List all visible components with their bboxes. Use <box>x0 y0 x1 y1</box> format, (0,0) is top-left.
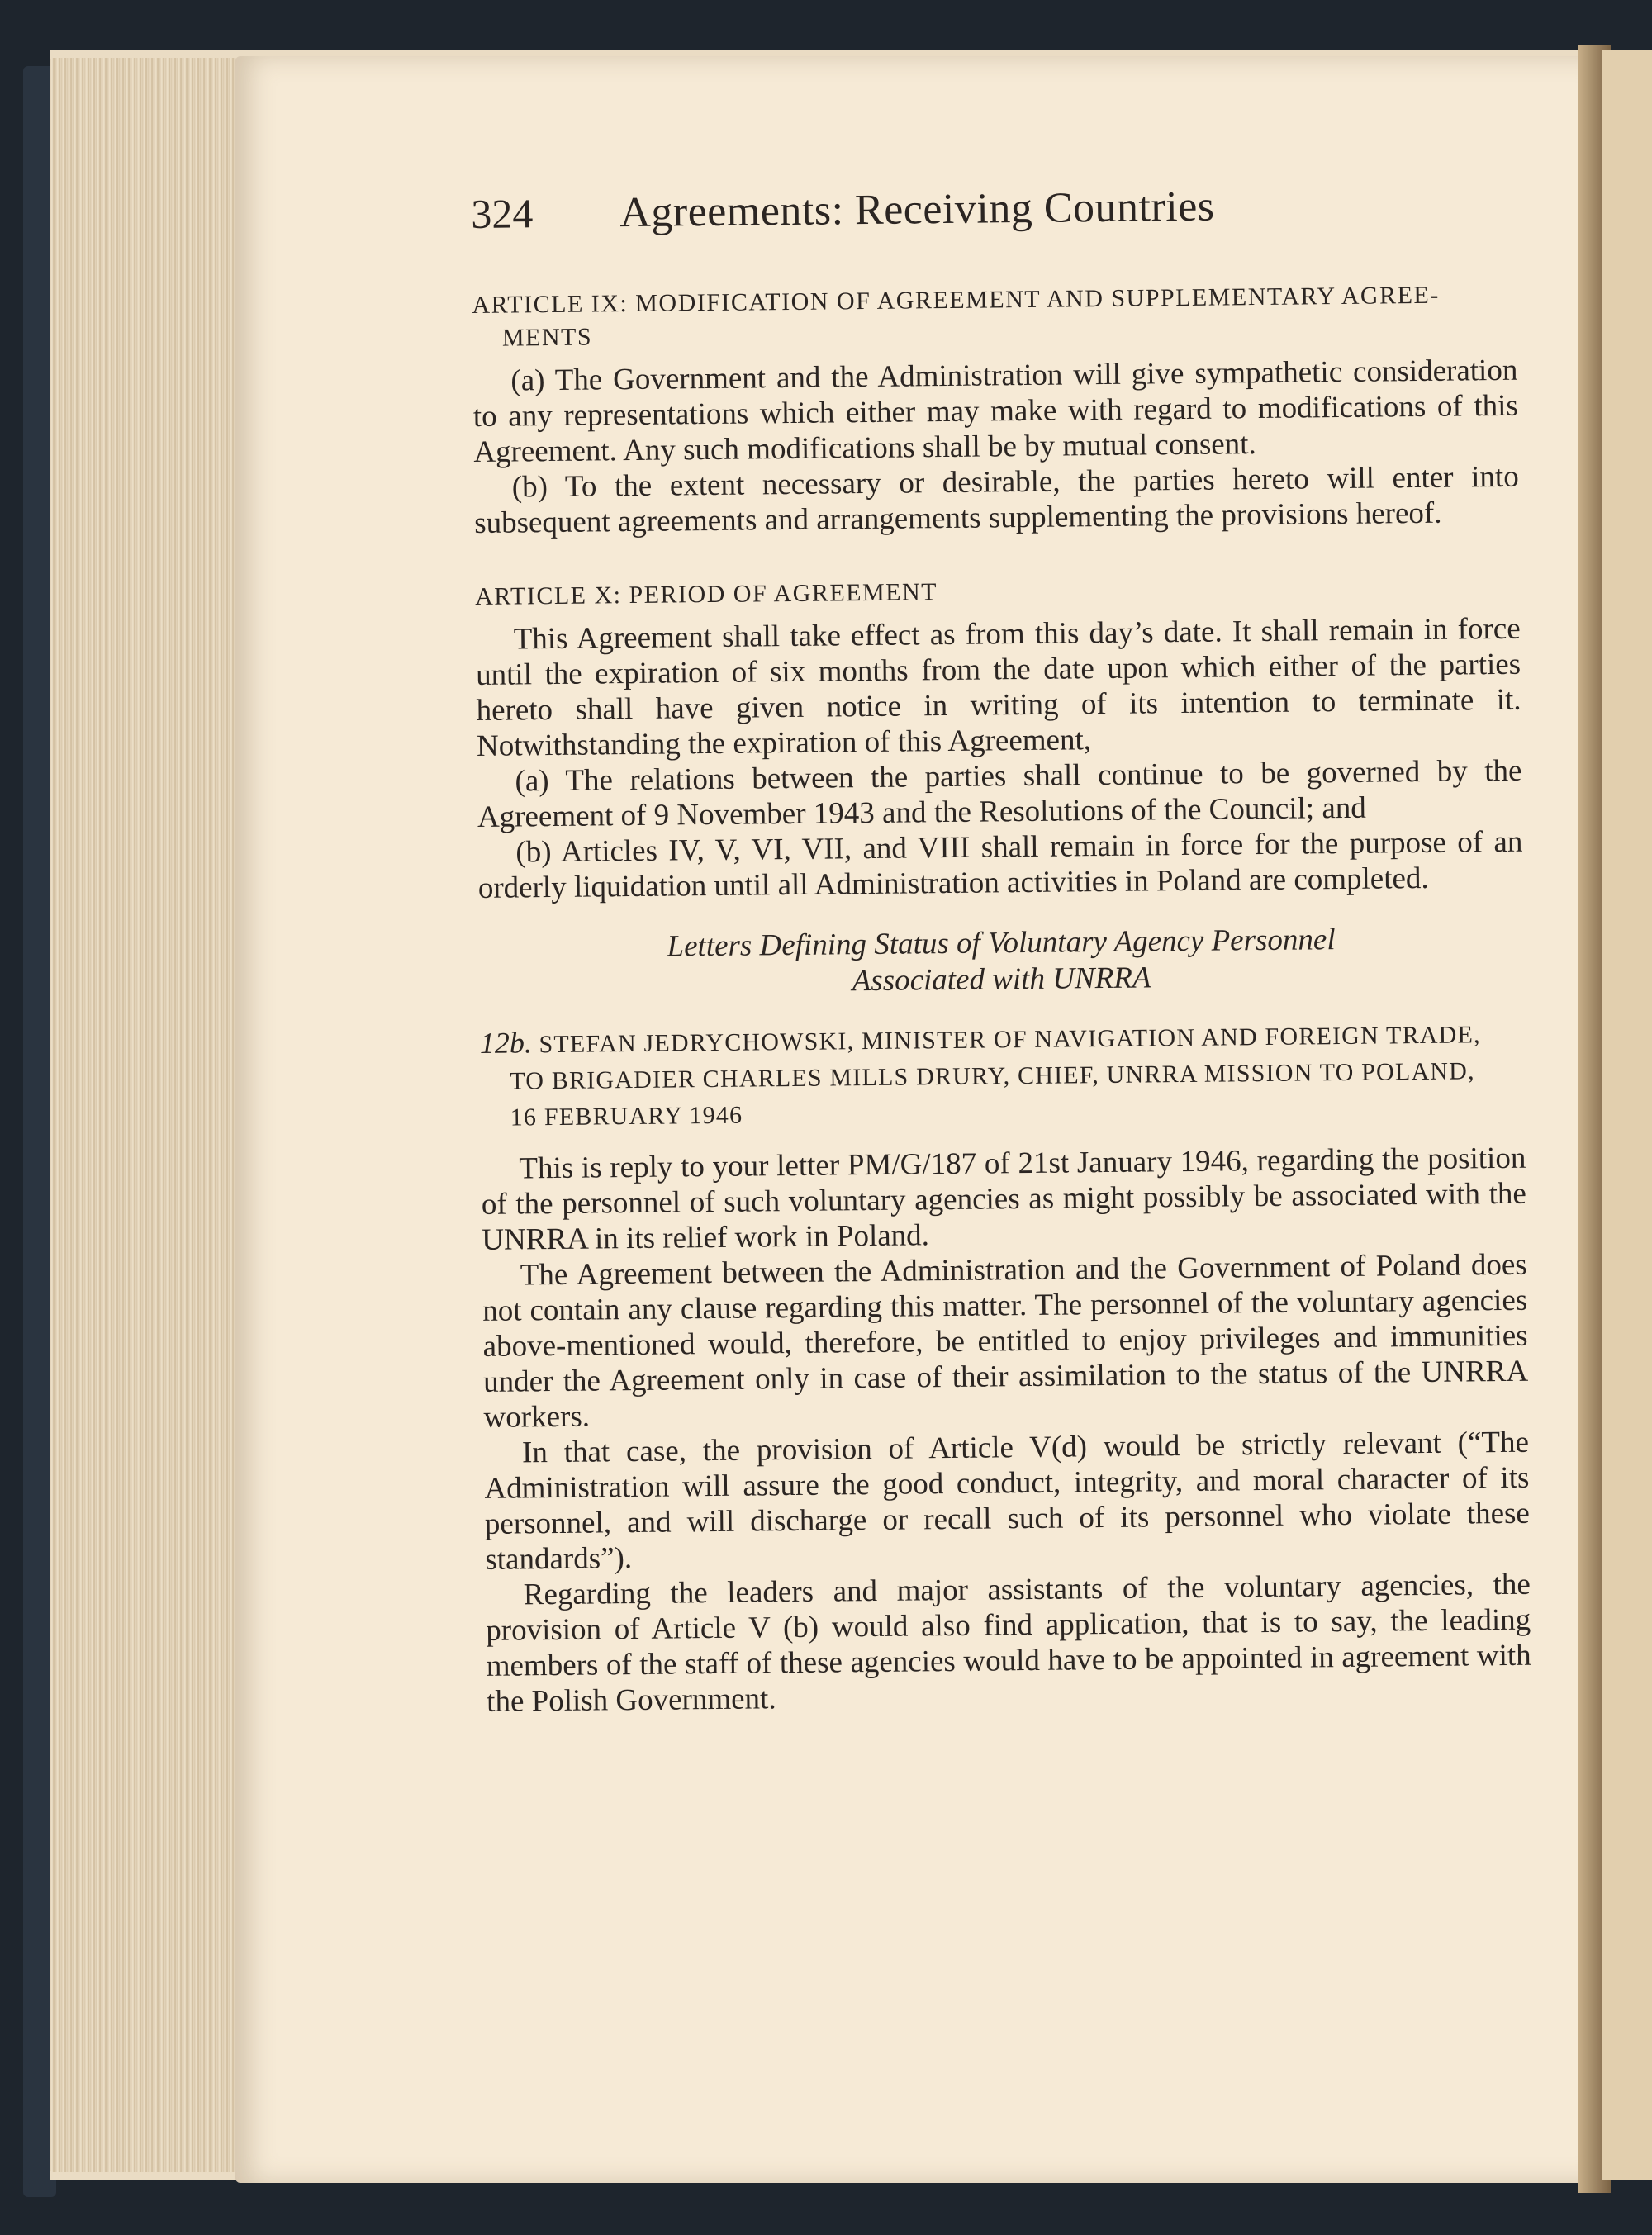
document-12b-heading-line2: TO BRIGADIER CHARLES MILLS DRURY, CHIEF, UNRRA MISSION TO POLAND, <box>510 1057 1475 1095</box>
document-12b-heading-line3: 16 FEBRUARY 1946 <box>510 1101 743 1132</box>
document-12b-para4: Regarding the leaders and major assistants of the voluntary agencies, the provision of Article V (b) would also find application, that is to say, the leading members of the staff of these agencies would have to be appointed in agreement with the Polish Government. <box>486 1567 1531 1719</box>
letters-title-line2: Associated with UNRRA <box>852 961 1151 999</box>
running-title: Agreements: Receiving Countries <box>620 183 1215 237</box>
letters-title-line1: Letters Defining Status of Voluntary Agency Personnel <box>667 923 1336 964</box>
page-number: 324 <box>471 190 534 237</box>
article-ix-heading <box>472 278 1517 355</box>
running-head <box>471 179 1517 256</box>
article-x-intro: This Agreement shall take effect as from this day’s date. It shall remain in force until the expiration of six months from the date upon which either of the parties hereto shall have given notice in writing of its intention to terminate it. Notwithstanding the expiration of this Agreement, <box>475 611 1521 763</box>
page-edges <box>50 58 248 2172</box>
article-ix-para-a: (a) The Government and the Administration will give sympathetic consideration to any representations which either may make with regard to modifications of this Agreement. Any such modifications shall be by mutual consent. <box>472 353 1519 469</box>
article-x-heading: ARTICLE X: PERIOD OF AGREEMENT <box>474 578 938 610</box>
article-ix-heading-line1: ARTICLE IX: MODIFICATION OF AGREEMENT AND SUPPLEMENTARY AGREE- <box>472 281 1440 319</box>
document-12b-para2: The Agreement between the Administration and the Government of Poland does not contain any clause regarding this matter. The personnel of the voluntary agencies above-mentioned would, therefore, be entitled to enjoy privileges and immunities under the Agreement only in case of their assimilation to the status of the UNRRA workers. <box>482 1247 1529 1435</box>
document-12b-heading-text1: STEFAN JEDRYCHOWSKI, MINISTER OF NAVIGATION AND FOREIGN TRADE, <box>539 1021 1481 1059</box>
article-x-para-b: (b) Articles IV, V, VI, VII, and VIII shall remain in force for the purpose of an orderly liquidation until all Administration activities in Poland are completed. <box>477 824 1523 905</box>
document-12b-heading <box>480 1014 1526 1136</box>
document-12b-para1: This is reply to your letter PM/G/187 of 21st January 1946, regarding the position of the personnel of such voluntary agencies as might possibly be associated with the UNRRA in its relief work in Poland. <box>481 1141 1527 1257</box>
letters-section-title <box>478 920 1524 1004</box>
facing-page-edge <box>1602 50 1652 2180</box>
document-12b-para3: In that case, the provision of Article V(d) would be strictly relevant (“The Administration will assure the good conduct, integrity, and moral character of its personnel, and will discharge or recall such of its personnel who violate these standards”). <box>484 1425 1531 1577</box>
document-number: 12b. <box>479 1026 533 1060</box>
article-ix-heading-line2: MENTS <box>501 323 593 352</box>
article-x-para-a: (a) The relations between the parties shall continue to be governed by the Agreement of 9 November 1943 and the Resolutions of the Council; and <box>477 753 1522 834</box>
page-text-column <box>471 179 1531 1720</box>
article-ix-para-b: (b) To the extent necessary or desirable, the parties hereto will enter into subsequent agreements and arrangements supplementing the provisions hereof. <box>474 459 1519 540</box>
